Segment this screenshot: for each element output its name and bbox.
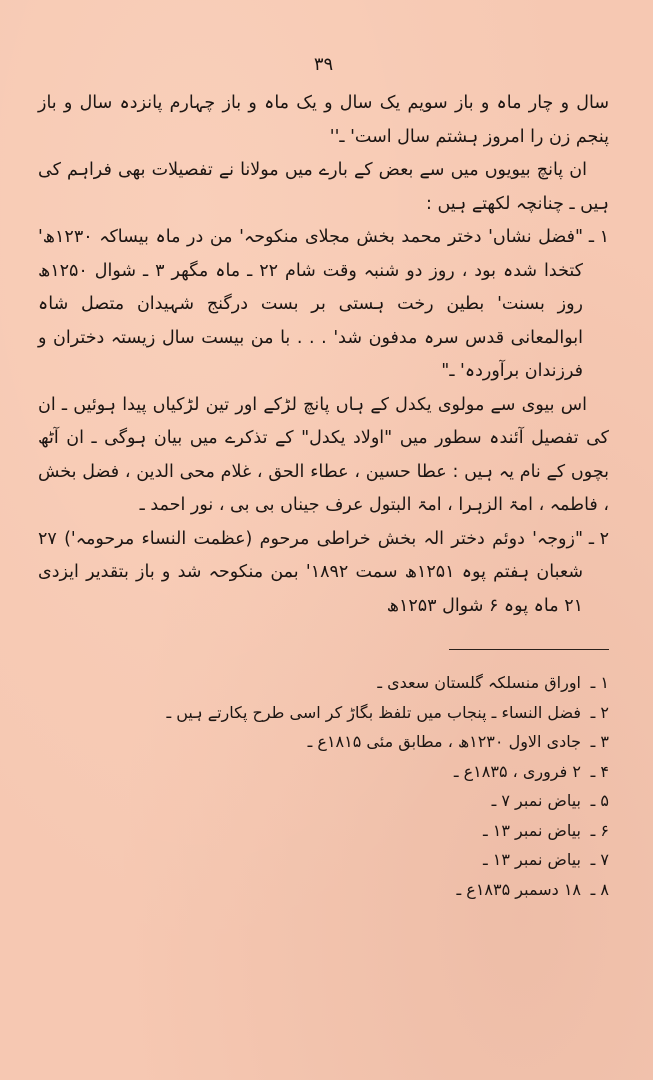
footnotes: [38, 668, 609, 904]
page-number: ۳۹: [313, 54, 334, 75]
footnote-item: [38, 845, 609, 875]
footnote-item: [38, 786, 609, 816]
paragraph-intro: ان پانچ بیویوں میں سے بعض کے بارے میں مولانا نے تفصیلات بھی فراہم کی ہیں ـ چنانچہ لکھتے ہیں :: [38, 160, 609, 214]
footnote-text: بیاض نمبر ۱۳ ـ: [483, 850, 581, 869]
footnote-item: [38, 875, 609, 905]
main-text: [38, 87, 609, 623]
footnote-number: ۱ ـ: [590, 673, 609, 692]
entry-number: ۲ ـ: [588, 528, 609, 549]
paragraph-children: اس بیوی سے مولوی یکدل کے ہاں پانچ لڑکے اور تین لڑکیاں پیدا ہوئیں ـ ان کی تفصیل آئندہ سطور میں "اولاد یکدل" کے تذکرے میں بیان ہوگی ـ ان آٹھ بچوں کے نام یہ ہیں : عطا حسین ، عطاء الحق ، غلام محی الدین ، فضل بخش ، فاطمہ ، امۃ الزہرا ، امۃ البتول عرف جیناں بی بی ، نور احمد ـ: [38, 394, 609, 515]
footnote-number: ۵ ـ: [590, 791, 609, 810]
quoted-entry-1: [38, 221, 609, 389]
footnote-number: ۶ ـ: [590, 820, 609, 840]
quoted-entry-2: [38, 523, 609, 624]
footnote-text: ۲ فروری ، ۱۸۳۵ع ـ: [453, 761, 581, 781]
paragraph-continued: سال و چار ماہ و باز سویم یک سال و یک ماہ و باز چہارم پانزدہ سال و باز پنجم زن را امروز ہشتم سال است' ـ'': [38, 93, 609, 147]
footnote-number: ۴ ـ: [590, 761, 609, 781]
footnote-item: [38, 816, 609, 846]
entry-number: ۱ ـ: [588, 227, 609, 247]
footnote-text: جادی الاول ۱۲۳۰ھ ، مطابق مئی ۱۸۱۵ع ـ: [307, 732, 581, 751]
entry-text: "زوجہ' دوئم دختر الہ بخش خراطی مرحوم (عظمت النساء مرحومہ') ۲۷ شعبان ہفتم پوہ ۱۲۵۱ھ سمت ۱۸۹۲' بمن منکوحہ شد و باز بتقدیر ایزدی ۲۱ ماہ پوہ ۶ شوال ۱۲۵۳ھ: [38, 528, 583, 616]
footnote-number: ۲ ـ: [590, 702, 609, 722]
footnote-item: [38, 727, 609, 757]
footnote-item: [38, 668, 609, 698]
footnote-text: اوراق منسلکہ گلستان سعدی ـ: [377, 673, 581, 692]
footnote-item: [38, 698, 609, 728]
footnote-number: ۸ ـ: [590, 879, 609, 899]
footnote-divider: [449, 649, 609, 650]
footnote-number: ۷ ـ: [590, 850, 609, 869]
footnote-text: فضل النساء ـ پنجاب میں تلفظ بگاڑ کر اسی طرح پکارتے ہیں ـ: [166, 702, 581, 722]
footnote-text: بیاض نمبر ۷ ـ: [491, 791, 581, 810]
footnote-number: ۳ ـ: [590, 732, 609, 751]
footnote-text: بیاض نمبر ۱۳ ـ: [483, 820, 581, 840]
footnote-text: ۱۸ دسمبر ۱۸۳۵ع ـ: [456, 879, 581, 899]
footnote-item: [38, 757, 609, 787]
entry-text: "فضل نشاں' دختر محمد بخش مجلای منکوحہ' من در ماہ بیساکہ ۱۲۳۰ھ' کتخدا شدہ بود ، روز دو شنبہ وقت شام ۲۲ ـ ماہ مگھر ۳ ـ شوال ۱۲۵۰ھ روز بسنت' بطین رخت ہستی بر بست درگنج شہیدان متصل شاہ ابوالمعانی قدس سرہ مدفون شد' . . . با من بیست سال زیستہ دختران و فرزندان برآوردہ' ـ": [38, 227, 583, 381]
